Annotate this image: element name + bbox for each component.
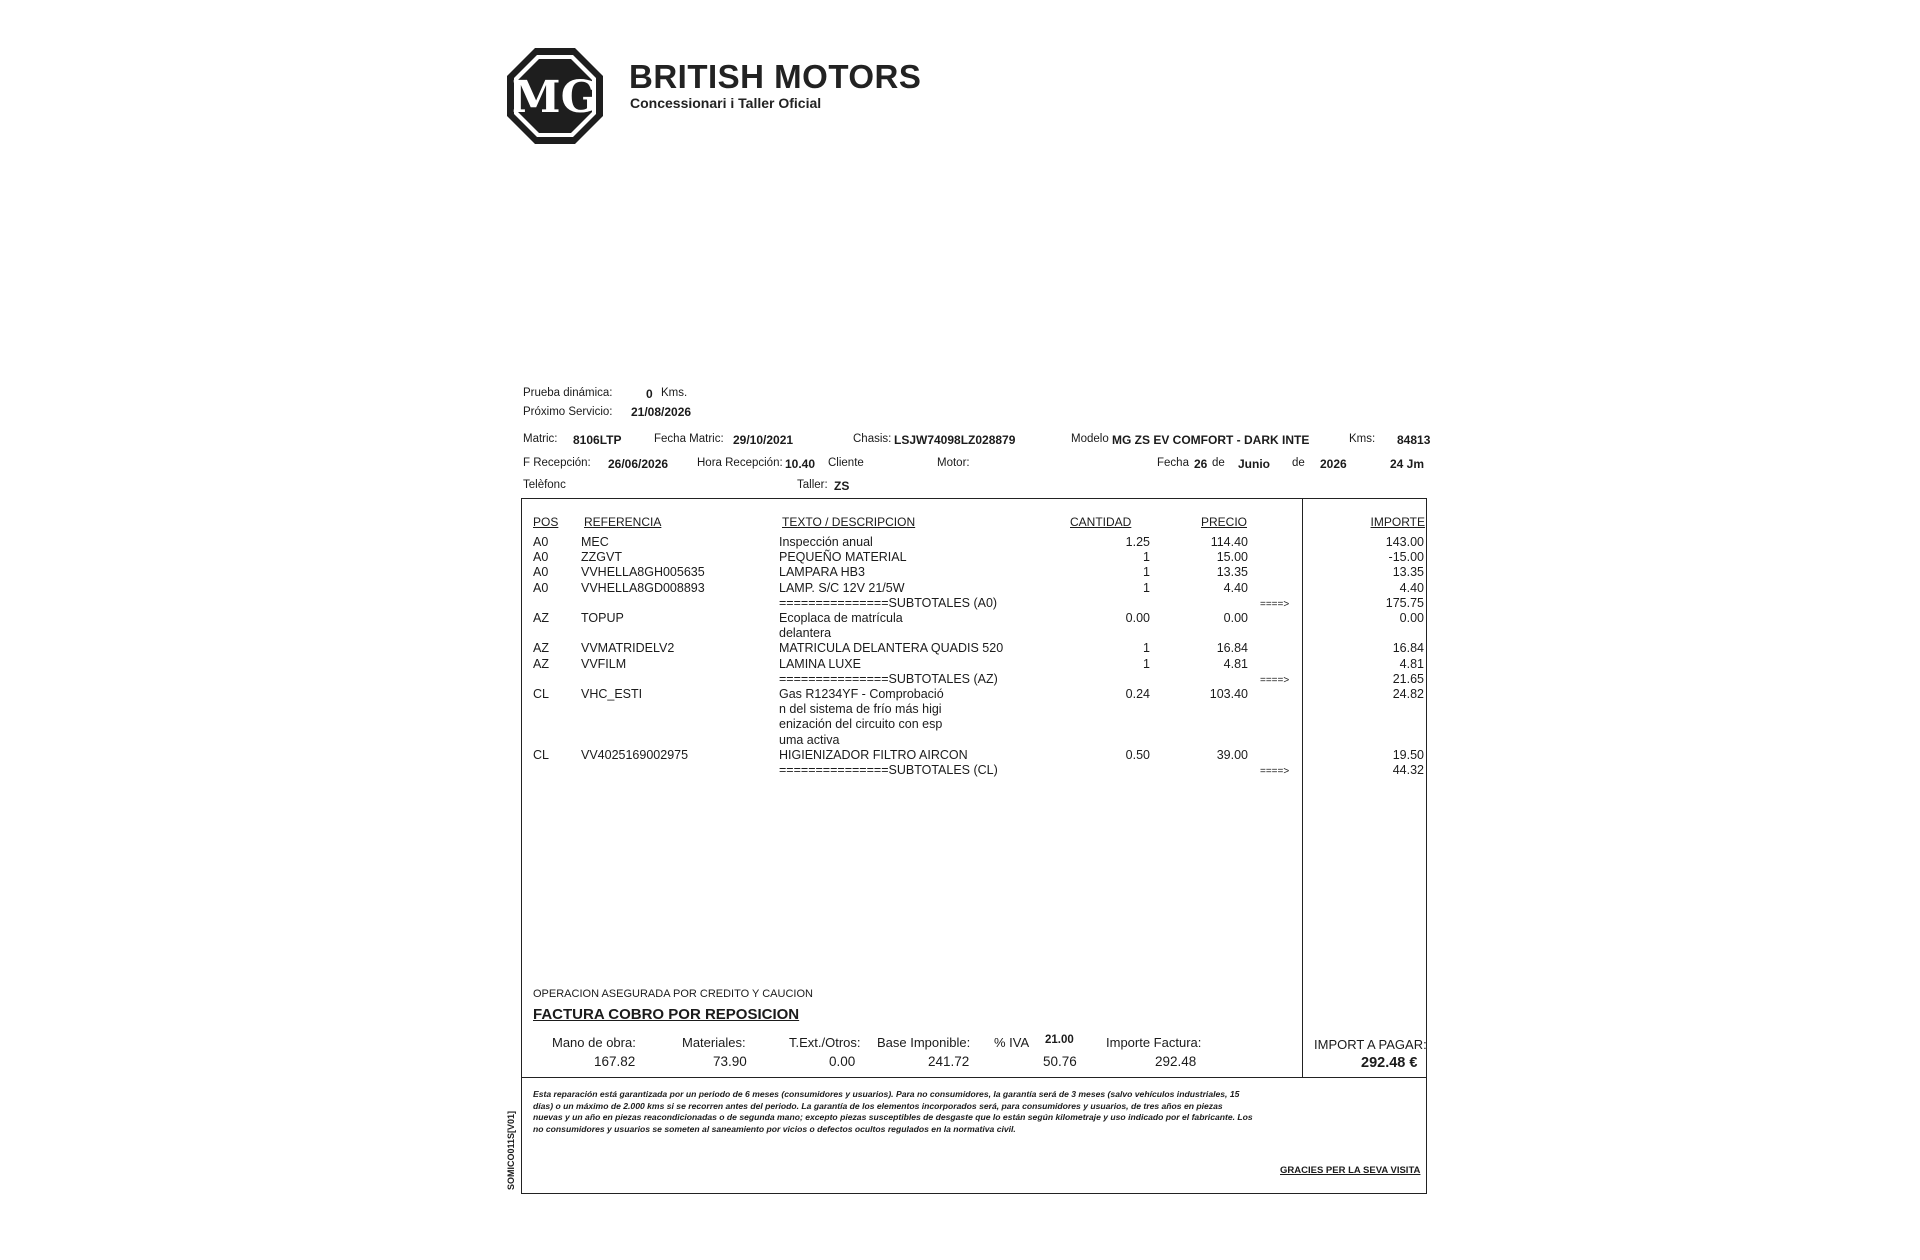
row-importe: -15.00 — [1388, 550, 1424, 565]
operacion-text: OPERACION ASEGURADA POR CREDITO Y CAUCION — [533, 988, 813, 1000]
row-importe: 143.00 — [1385, 535, 1424, 549]
row-precio: 114.40 — [1210, 535, 1248, 549]
row-arrow — [1260, 565, 1304, 568]
row-desc: enización del circuito con esp — [779, 717, 943, 732]
row-ref: MEC — [581, 535, 609, 549]
row-desc: Gas R1234YF - Comprobació — [779, 687, 944, 701]
row-ref: TOPUP — [581, 611, 624, 625]
materiales-value: 73.90 — [713, 1054, 747, 1069]
row-ref: VVHELLA8GH005635 — [581, 565, 705, 580]
header-ref: REFERENCIA — [584, 515, 662, 529]
brand-name: BRITISH MOTORS — [629, 58, 922, 95]
chasis-label: Chasis: — [853, 433, 892, 445]
fecha-year: 2026 — [1320, 457, 1347, 471]
hora-value: 10.40 — [785, 457, 816, 471]
row-pos: A0 — [533, 565, 549, 580]
row-importe: 44.32 — [1392, 763, 1424, 777]
motor-label: Motor: — [937, 457, 970, 469]
fecha-matric-label: Fecha Matric: — [654, 433, 724, 445]
row-cantidad: 1.25 — [1125, 535, 1150, 549]
header-importe: IMPORTE — [1370, 515, 1425, 529]
row-importe: 4.81 — [1399, 656, 1424, 671]
row-arrow — [1260, 550, 1304, 553]
row-desc: ===============SUBTOTALES (AZ) — [779, 671, 998, 686]
row-precio: 103.40 — [1209, 687, 1248, 701]
row-desc: uma activa — [779, 732, 840, 747]
modelo-value: MG ZS EV COMFORT - DARK INTE — [1112, 433, 1310, 447]
row-arrow — [1260, 657, 1304, 660]
row-cantidad: 0.24 — [1125, 687, 1150, 701]
row-cantidad: 1 — [1143, 656, 1150, 671]
matric-label: Matric: — [523, 433, 558, 445]
modelo-label: Modelo — [1071, 433, 1109, 445]
row-arrow — [1260, 581, 1304, 584]
hora-label: Hora Recepción: — [697, 457, 783, 469]
fecha-de1: de — [1212, 457, 1225, 469]
iva-value: 50.76 — [1043, 1054, 1077, 1069]
row-pos: CL — [533, 747, 549, 762]
prueba-label: Prueba dinámica: — [523, 387, 613, 399]
telefono-label: Telèfonc — [523, 479, 566, 491]
row-arrow — [1260, 733, 1304, 736]
fecha-extra: 24 Jm — [1390, 457, 1425, 471]
materiales-label: Materiales: — [682, 1035, 746, 1050]
pagar-label: IMPORT A PAGAR: — [1314, 1037, 1427, 1052]
row-ref: ZZGVT — [581, 550, 622, 565]
importe-label: Importe Factura: — [1106, 1035, 1202, 1050]
row-importe: 0.00 — [1399, 611, 1424, 625]
row-desc: MATRICULA DELANTERA QUADIS 520 — [779, 641, 1004, 656]
taller-value: ZS — [834, 479, 850, 493]
fecha-day: 26 — [1194, 457, 1208, 471]
row-importe: 4.40 — [1399, 580, 1424, 595]
mg-logo — [505, 46, 605, 146]
row-cantidad: 0.00 — [1125, 611, 1150, 625]
row-ref: VV4025169002975 — [581, 747, 689, 762]
iva-label: % IVA — [994, 1035, 1030, 1050]
row-cantidad: 1 — [1143, 641, 1150, 656]
pagar-value: 292.48 € — [1361, 1055, 1418, 1071]
fecha-label: Fecha — [1157, 457, 1189, 469]
row-cantidad: 1 — [1143, 550, 1150, 565]
header-cantidad: CANTIDAD — [1070, 515, 1132, 529]
text-value: 0.00 — [829, 1054, 856, 1069]
iva-rate: 21.00 — [1045, 1034, 1074, 1046]
row-desc: LAMPARA HB3 — [779, 565, 865, 580]
text-label: T.Ext./Otros: — [789, 1035, 861, 1050]
row-precio: 16.84 — [1216, 641, 1248, 656]
row-desc: delantera — [779, 626, 832, 641]
header-desc: TEXTO / DESCRIPCION — [782, 515, 916, 529]
row-desc: Inspección anual — [779, 535, 873, 549]
row-desc: LAMP. S/C 12V 21/5W — [779, 580, 905, 595]
row-arrow — [1260, 717, 1304, 720]
row-desc: ===============SUBTOTALES (CL) — [779, 763, 998, 777]
taller-label: Taller: — [797, 479, 828, 491]
prueba-unit: Kms. — [661, 387, 688, 399]
fecha-matric-value: 29/10/2021 — [733, 433, 794, 447]
row-desc: LAMINA LUXE — [779, 656, 861, 671]
row-arrow — [1260, 626, 1304, 629]
legal-text: Esta reparación está garantizada por un periodo de 6 meses (consumidores y usuarios). Para no consumidores, la garantía será de 3 meses (salvo vehículos industriales, 15 días) o un máximo de 2.000 kms si se recorren antes del periodo. La garantía de los elementos incorporados será, para consumidores y usuarios, de tres años en piezas nuevas y un año en piezas reacondicionadas o de segunda mano; excepto piezas susceptibles de desgaste que lo están según kilometraje y uso indicado por el fabricante. Los no consumidores y usuarios se someten al saneamiento por vicios o defectos ocultos regulados en la normativa civil. — [533, 1089, 1253, 1134]
header-pos: POS — [533, 515, 559, 529]
base-label: Base Imponible: — [877, 1035, 971, 1050]
header-precio: PRECIO — [1201, 515, 1248, 529]
row-desc: ===============SUBTOTALES (A0) — [779, 595, 998, 610]
row-pos: A0 — [533, 580, 549, 595]
importe-column-divider — [1302, 498, 1303, 1078]
factura-title: FACTURA COBRO POR REPOSICION — [533, 1006, 800, 1023]
row-ref: VVHELLA8GD008893 — [581, 580, 705, 595]
row-arrow — [1260, 748, 1304, 751]
totals-divider — [521, 1077, 1427, 1078]
row-importe: 21.65 — [1392, 671, 1424, 686]
row-pos: A0 — [533, 550, 549, 565]
mano-label: Mano de obra: — [552, 1035, 636, 1050]
row-importe: 24.82 — [1392, 687, 1424, 701]
row-arrow: ====> — [1260, 766, 1290, 777]
cliente-label: Cliente — [828, 457, 864, 469]
row-arrow — [1260, 611, 1304, 614]
row-pos: AZ — [533, 641, 549, 656]
row-precio: 13.35 — [1216, 565, 1248, 580]
row-importe: 16.84 — [1392, 641, 1424, 656]
row-pos: A0 — [533, 535, 549, 549]
row-ref: VVFILM — [581, 656, 627, 671]
row-ref: VHC_ESTI — [581, 687, 643, 701]
proximo-value: 21/08/2026 — [631, 405, 692, 419]
row-precio: 0.00 — [1223, 611, 1248, 625]
row-importe: 13.35 — [1392, 565, 1424, 580]
row-desc: HIGIENIZADOR FILTRO AIRCON — [779, 747, 968, 762]
frecepcion-label: F Recepción: — [523, 457, 591, 469]
row-arrow: ====> — [1260, 598, 1290, 610]
base-value: 241.72 — [928, 1054, 970, 1069]
row-precio: 15.00 — [1216, 550, 1248, 565]
fecha-de2: de — [1292, 457, 1305, 469]
row-precio: 4.81 — [1223, 656, 1248, 671]
row-arrow — [1260, 535, 1304, 538]
logo-text: MG — [511, 72, 599, 123]
row-cantidad: 1 — [1143, 565, 1150, 580]
row-arrow — [1260, 702, 1304, 705]
row-importe: 175.75 — [1385, 595, 1424, 610]
row-arrow: ====> — [1260, 674, 1290, 686]
chasis-value: LSJW74098LZ028879 — [894, 433, 1016, 447]
row-ref: VVMATRIDELV2 — [581, 641, 675, 656]
row-pos: AZ — [533, 611, 549, 625]
kms-label: Kms: — [1349, 433, 1376, 445]
row-cantidad: 0.50 — [1125, 747, 1150, 762]
matric-value: 8106LTP — [573, 433, 622, 447]
mano-value: 167.82 — [594, 1054, 636, 1069]
proximo-label: Próximo Servicio: — [523, 406, 613, 418]
fecha-month: Junio — [1238, 457, 1270, 471]
row-desc: Ecoplaca de matrícula — [779, 611, 903, 625]
form-code: SOMICO011S[V01] — [506, 1110, 516, 1190]
frecepcion-value: 26/06/2026 — [608, 457, 669, 471]
row-pos: AZ — [533, 656, 549, 671]
row-arrow — [1260, 687, 1304, 690]
row-pos: CL — [533, 687, 549, 701]
gracies-text: GRACIES PER LA SEVA VISITA — [1280, 1165, 1421, 1176]
prueba-value: 0 — [646, 387, 653, 401]
kms-value: 84813 — [1397, 433, 1431, 447]
row-cantidad: 1 — [1143, 580, 1150, 595]
row-arrow — [1260, 641, 1304, 644]
row-importe: 19.50 — [1392, 747, 1424, 762]
importe-value: 292.48 — [1155, 1054, 1197, 1069]
row-desc: n del sistema de frío más higi — [779, 702, 942, 717]
row-precio: 39.00 — [1216, 747, 1248, 762]
row-precio: 4.40 — [1223, 580, 1248, 595]
row-desc: PEQUEÑO MATERIAL — [779, 550, 907, 565]
brand-subtitle: Concessionari i Taller Oficial — [630, 95, 822, 111]
